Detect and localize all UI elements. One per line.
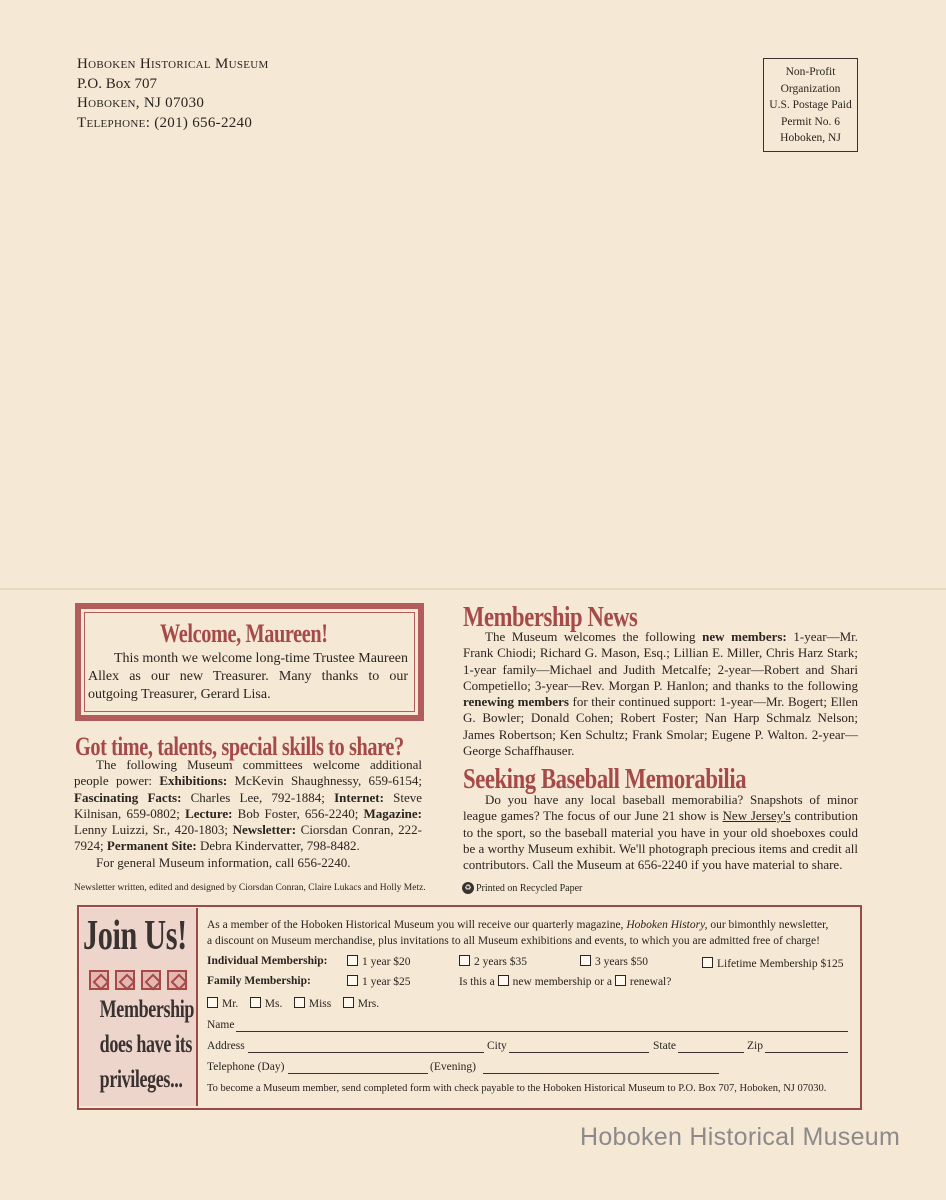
postage-line: Permit No. 6 bbox=[780, 115, 841, 128]
name-label: Name bbox=[207, 1019, 235, 1031]
option-1yr[interactable]: 1 year $20 bbox=[347, 955, 411, 968]
postage-line: Hoboken, NJ bbox=[780, 132, 841, 144]
welcome-text: This month we welcome long-time Trustee Maureen Allex as our new Treasurer. Many thanks to our outgoing Treasurer, Gerard Lisa. bbox=[88, 651, 408, 702]
recycled-note: ♻ Printed on Recycled Paper bbox=[462, 882, 582, 894]
individual-label: Individual Membership: bbox=[207, 955, 328, 967]
baseball-text: Do you have any local baseball memorabilia? Snapshots of minor league games? The focus of our June 21 show is New Jersey's contribution to the sport, so the baseball material you have in your old shoeboxes could be a worthy Museum exhibit. We'll photograph precious items and credit all contributors. Call the Museum at 656-2240 if you have material to share. bbox=[463, 792, 859, 873]
join-intro-2: a discount on Museum merchandise, plus invitations to all Museum exhibitions and events, to which you are admitted free of charge! bbox=[207, 935, 820, 947]
tel-day-label: Telephone (Day) bbox=[207, 1061, 285, 1073]
zip-field[interactable] bbox=[765, 1052, 848, 1053]
postage-line: Non-Profit bbox=[785, 66, 836, 78]
join-title: Join Us! bbox=[83, 913, 187, 959]
ornament-icon bbox=[167, 970, 187, 990]
return-address bbox=[77, 55, 269, 133]
checkbox[interactable] bbox=[702, 957, 713, 968]
welcome-title: Welcome, Maureen! bbox=[160, 619, 328, 648]
option-3yr[interactable]: 3 years $50 bbox=[580, 955, 648, 968]
new-checkbox[interactable] bbox=[498, 975, 509, 986]
ornament-icon bbox=[141, 970, 161, 990]
membership-title: Membership News bbox=[463, 601, 638, 633]
talents-title: Got time, talents, special skills to share? bbox=[75, 732, 404, 761]
baseball-title: Seeking Baseball Memorabilia bbox=[463, 763, 747, 795]
miss-checkbox[interactable] bbox=[294, 997, 305, 1008]
return-line-4: Telephone: (201) 656-2240 bbox=[77, 114, 253, 131]
city-label: City bbox=[487, 1040, 507, 1052]
state-label: State bbox=[653, 1040, 676, 1052]
newsletter-credits: Newsletter written, edited and designed by Ciorsdan Conran, Claire Lukacs and Holly Metz. bbox=[74, 883, 426, 893]
salutation-row: Mr. Ms. Miss Mrs. bbox=[207, 997, 379, 1010]
page-fold bbox=[0, 588, 946, 590]
join-sub-1: Membership bbox=[99, 996, 195, 1023]
postage-line: U.S. Postage Paid bbox=[769, 99, 852, 111]
checkbox[interactable] bbox=[580, 955, 591, 966]
address-label: Address bbox=[207, 1040, 245, 1052]
tel-evening-field[interactable] bbox=[483, 1073, 719, 1074]
postage-line: Organization bbox=[780, 82, 841, 95]
return-line-2: P.O. Box 707 bbox=[77, 75, 158, 92]
renewal-checkbox[interactable] bbox=[615, 975, 626, 986]
checkbox[interactable] bbox=[347, 955, 358, 966]
ms-checkbox[interactable] bbox=[250, 997, 261, 1008]
family-label: Family Membership: bbox=[207, 975, 311, 987]
address-field[interactable] bbox=[248, 1052, 484, 1053]
tel-day-field[interactable] bbox=[288, 1073, 428, 1074]
tel-evening-label: (Evening) bbox=[430, 1061, 476, 1073]
join-sub-3: privileges... bbox=[99, 1066, 183, 1093]
option-family[interactable]: 1 year $25 bbox=[347, 975, 411, 988]
mr-checkbox[interactable] bbox=[207, 997, 218, 1008]
checkbox[interactable] bbox=[459, 955, 470, 966]
membership-text: The Museum welcomes the following new members: 1-year—Mr. Frank Chiodi; Richard G. Mason, Esq.; Lillian E. Miller, Chris Harz Stark; 1-year family—Michael and Judith Metcalfe; 2-year—Robert and Shari Competiello; 3-year—Rev. Morgan P. Hanlon; and thanks to the following renewing members for their continued support: 1-year—Mr. Bogert; Ellen G. Bowler; Donald Cohen; Robert Foster; Nan Harp Schmalz Nelson; James Robertson; Ken Schultz; Frank Smolar; Eugene P. Walton. 2-year—George Schaffhauser. bbox=[463, 629, 859, 759]
option-2yr[interactable]: 2 years $35 bbox=[459, 955, 527, 968]
zip-label: Zip bbox=[747, 1040, 763, 1052]
talents-text: The following Museum committees welcome additional people power: Exhibitions: McKevin Shaughnessy, 659-6154; Fascinating Facts: Charles Lee, 792-1884; Internet: Steve Kilnisan, 659-0802; Lecture: Bob Foster, 656-2240; Magazine: Lenny Luizzi, Sr., 420-1803; Newsletter: Ciorsdan Conran, 222-7924; Permanent Site: Debra Kindervatter, 798-8482. bbox=[74, 757, 423, 854]
membership-type: Is this a new membership or a renewal? bbox=[459, 976, 672, 988]
return-line-3: Hoboken, NJ 07030 bbox=[77, 95, 205, 111]
return-line-1: Hoboken Historical Museum bbox=[77, 56, 269, 72]
recycle-icon: ♻ bbox=[462, 882, 474, 894]
option-lifetime[interactable]: Lifetime Membership $125 bbox=[702, 957, 843, 970]
mrs-checkbox[interactable] bbox=[343, 997, 354, 1008]
join-sub-2: does have its bbox=[99, 1031, 193, 1058]
city-field[interactable] bbox=[509, 1052, 649, 1053]
name-field[interactable] bbox=[236, 1031, 848, 1032]
checkbox[interactable] bbox=[347, 975, 358, 986]
general-info: For general Museum information, call 656-2240. bbox=[96, 855, 351, 870]
ornament-icon bbox=[115, 970, 135, 990]
ornament-icon bbox=[89, 970, 109, 990]
join-intro-1: As a member of the Hoboken Historical Museum you will receive our quarterly magazine, Hoboken History, our bimonthly newsletter, bbox=[207, 919, 829, 931]
join-footer: To become a Museum member, send completed form with check payable to the Hoboken Historical Museum to P.O. Box 707, Hoboken, NJ 07030. bbox=[207, 1083, 827, 1094]
watermark: Hoboken Historical Museum bbox=[580, 1123, 901, 1151]
state-field[interactable] bbox=[678, 1052, 744, 1053]
postage-indicia bbox=[763, 58, 858, 152]
